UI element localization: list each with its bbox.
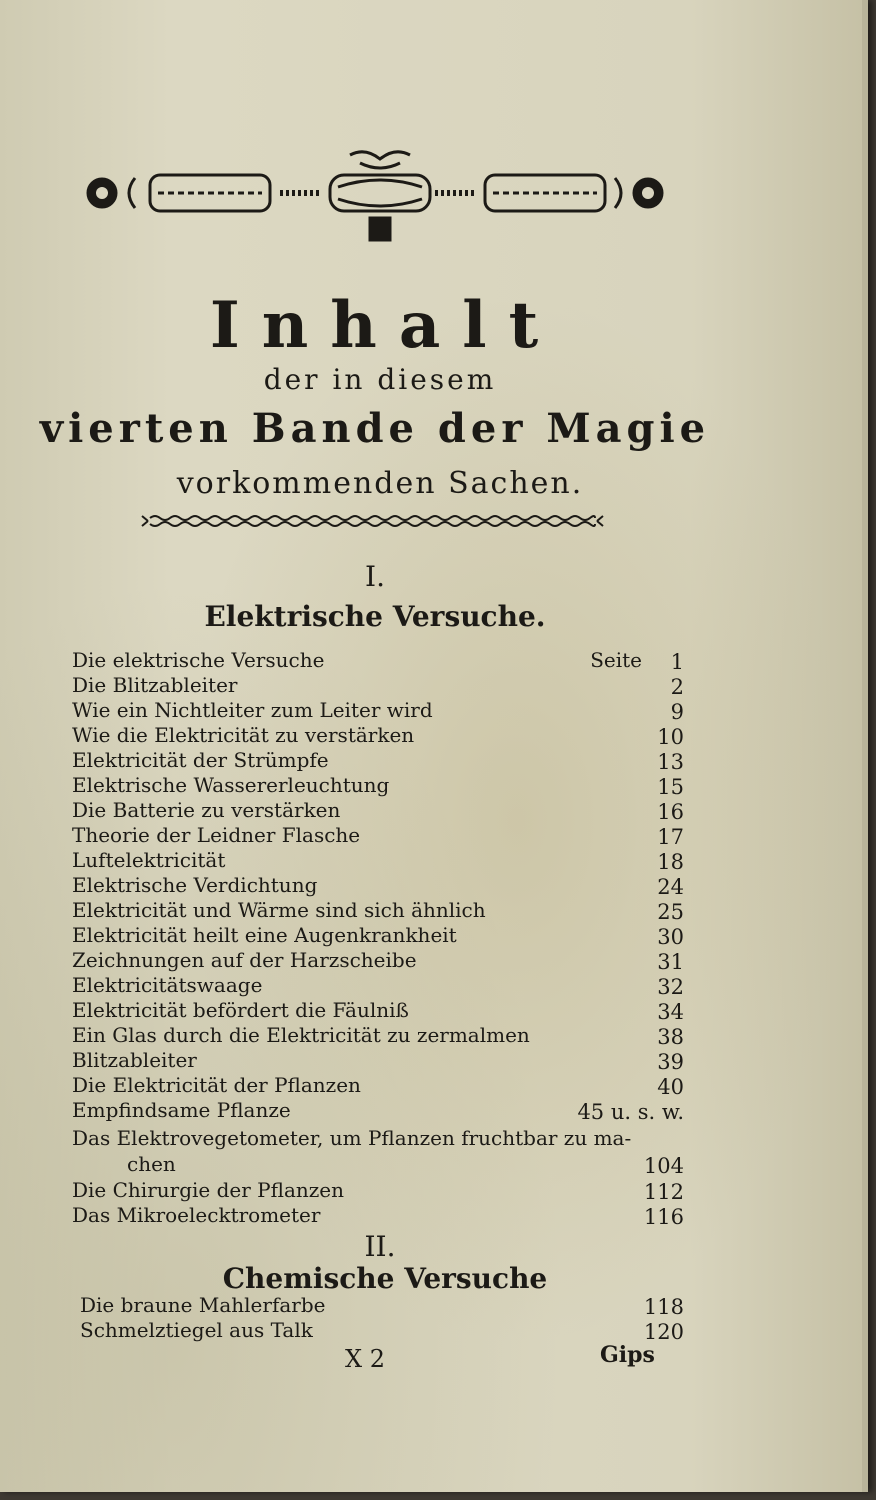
toc-entry-page: 25 (657, 900, 684, 924)
toc-entry-label: Elektrische Verdichtung (72, 873, 318, 897)
toc-entry-page: 10 (657, 725, 684, 749)
signature-mark: X 2 (345, 1345, 385, 1373)
toc-entry-label: Das Elektrovegetometer, um Pflanzen fruchtbar zu ma- (72, 1126, 632, 1150)
section-1-title: Elektrische Versuche. (204, 600, 546, 633)
toc-entry (80, 1318, 684, 1344)
section-2-title: Chemische Versuche (222, 1262, 548, 1295)
toc-entry-page: 118 (643, 1295, 684, 1319)
toc-entry (72, 798, 684, 824)
toc-entry-page: 9 (670, 700, 684, 724)
toc-entry (72, 998, 684, 1024)
toc-entry-label: Wie die Elektricität zu verstärken (72, 723, 415, 747)
toc-entry-label: Elektricität heilt eine Augenkrankheit (72, 923, 457, 947)
toc-entry (72, 1178, 684, 1204)
toc-entry-page: 39 (657, 1050, 684, 1074)
toc-entry-label: Das Mikroeleсktrometer (72, 1203, 321, 1227)
toc-entry-page: 2 (670, 675, 684, 699)
toc-entry (72, 748, 684, 774)
toc-entry (72, 898, 684, 924)
toc-entry (72, 923, 684, 949)
toc-entry-label: Die Blitzableiter (72, 673, 238, 697)
toc-entry-label: Die Batterie zu verstärken (72, 798, 341, 822)
toc-entry-page: 1 (670, 650, 684, 674)
toc-entry-label: Die Chirurgie der Pflanzen (72, 1178, 345, 1202)
page-title: Inhalt (209, 288, 561, 363)
toc-entry-page: 38 (657, 1025, 684, 1049)
toc-entry (72, 648, 684, 674)
toc-entry (72, 723, 684, 749)
toc-entry (72, 873, 684, 899)
toc-entry-page: 30 (657, 925, 684, 949)
toc-entry (72, 773, 684, 799)
toc-entry-page: 17 (657, 825, 684, 849)
decorative-rule (140, 512, 605, 530)
subtitle-line-1: der in diesem (263, 363, 497, 396)
toc-entry-label: Elektricität und Wärme sind sich ähnlich (72, 898, 486, 922)
toc-entry-label: Die elektrische Versuche (72, 648, 325, 672)
ornament-headpiece (80, 143, 680, 248)
toc-entry (72, 823, 684, 849)
toc-entry-label: Die braune Mahlerfarbe (80, 1293, 326, 1317)
toc-entry (80, 1293, 684, 1319)
toc-entry-label: Schmelztiegel aus Talk (80, 1318, 313, 1342)
toc-entry-label: Elektricität befördert die Fäulniß (72, 998, 409, 1022)
toc-entry-label: Elektricitätswaage (72, 973, 263, 997)
toc-entry (72, 1023, 684, 1049)
toc-entry-label: Theorie der Leidner Flasche (72, 823, 361, 847)
toc-entry (72, 848, 684, 874)
toc-entry (72, 1203, 684, 1229)
toc-entry-page: 18 (657, 850, 684, 874)
subtitle-line-2: vierten Bande der Magie (39, 405, 711, 452)
toc-entry-page: 15 (657, 775, 684, 799)
toc-entry-label: Elektrische Wassererleuchtung (72, 773, 390, 797)
toc-entry-label: Elektricität der Strümpfe (72, 748, 329, 772)
toc-entry-page: 112 (643, 1180, 684, 1204)
toc-entry-label: chen (127, 1152, 176, 1176)
toc-entry-page: 104 (643, 1154, 684, 1178)
toc-entry-page: 34 (657, 1000, 684, 1024)
toc-entry (72, 698, 684, 724)
toc-entry-label: Die Elektricität der Pflanzen (72, 1073, 361, 1097)
section-2-number: II. (364, 1230, 396, 1263)
toc-entry (72, 948, 684, 974)
toc-entry-page: 24 (657, 875, 684, 899)
toc-entry-page: 13 (657, 750, 684, 774)
toc-entry-label: Ein Glas durch die Elektricität zu zermalmen (72, 1023, 530, 1047)
toc-entry-page: 31 (657, 950, 684, 974)
toc-entry-page: 45 u. s. w. (577, 1100, 684, 1124)
toc-entry-page: 120 (643, 1320, 684, 1344)
toc-entry-label: Luftelektricität (72, 848, 226, 872)
toc-entry-page: 32 (657, 975, 684, 999)
toc-entry-label: Blitzableiter (72, 1048, 197, 1072)
toc-entry-page: 16 (657, 800, 684, 824)
subtitle-line-3: vorkommenden Sachen. (176, 466, 584, 501)
toc-entry (72, 973, 684, 999)
toc-entry (72, 1073, 684, 1099)
toc-entry-label: Zeichnungen auf der Harzscheibe (72, 948, 417, 972)
catchword: Gips (600, 1342, 655, 1368)
toc-entry-page: 40 (657, 1075, 684, 1099)
toc-entry-label: Empfindsame Pflanze (72, 1098, 291, 1122)
toc-entry-page: 116 (643, 1205, 684, 1229)
toc-entry (72, 1098, 684, 1124)
toc-entry (72, 1126, 684, 1152)
toc-entry-label: Wie ein Nichtleiter zum Leiter wird (72, 698, 433, 722)
toc-entry (72, 673, 684, 699)
section-1-number: I. (365, 560, 385, 593)
toc-entry (72, 1048, 684, 1074)
toc-entry (72, 1152, 684, 1178)
seite-label: Seite (590, 648, 642, 672)
